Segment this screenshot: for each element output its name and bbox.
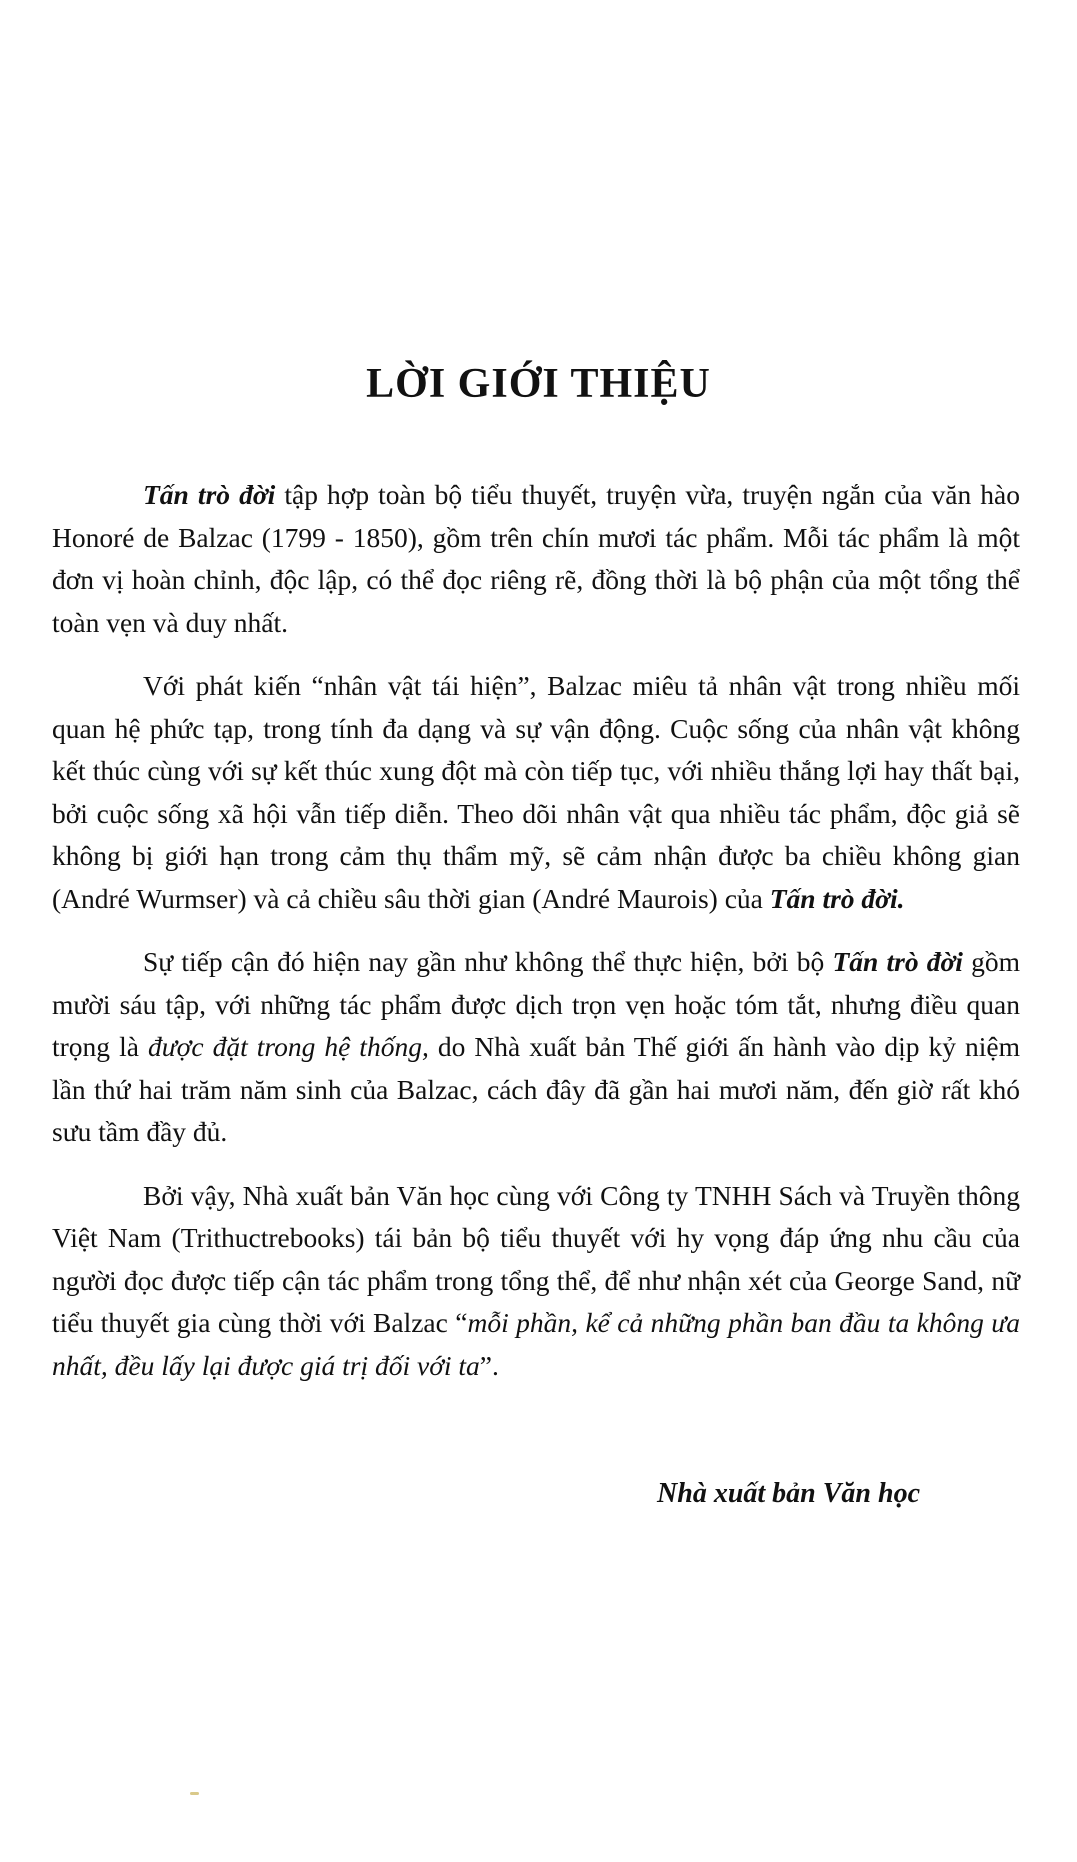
paragraph-text: Sự tiếp cận đó hiện nay gần như không thể thực hiện, bởi bộ — [143, 946, 833, 977]
paragraph-text: Bởi vậy, Nhà xuất bản Văn học cùng với Công ty TNHH Sách và Truyền thông Việt Nam (Trithuctrebooks) tái bản bộ tiểu thuyết với hy vọng đáp ứng nhu cầu của người đọc được tiếp cận tác phẩm trong tổng thể, để như nhận xét của George Sand, nữ tiểu thuyết gia cùng thời với Balzac “ — [52, 1179, 1020, 1338]
scan-speck — [190, 1792, 199, 1795]
paragraph-3 — [52, 941, 1020, 1154]
italic-emphasis: được đặt trong hệ thống, — [147, 1031, 429, 1062]
paragraph-text: gồm mười sáu tập, với những tác phẩm được dịch trọn vẹn hoặc tóm tắt, nhưng điều quan trọng là — [52, 946, 1020, 1062]
paragraph-text: do Nhà xuất bản Thế giới ấn hành vào dịp kỷ niệm lần thứ hai trăm năm sinh của Balzac, cách đây đã gần hai mươi năm, đến giờ rất khó sưu tầm đầy đủ. — [52, 1031, 1020, 1147]
book-title-emphasis: Tấn trò đời. — [769, 882, 905, 914]
page-title: LỜI GIỚI THIỆU — [366, 361, 711, 407]
book-title-emphasis: Tấn trò đời — [832, 946, 963, 977]
paragraph-1 — [52, 474, 1020, 644]
publisher-signature: Nhà xuất bản Văn học — [657, 1478, 920, 1509]
book-title-emphasis: Tấn trò đời — [143, 479, 276, 510]
paragraph-2 — [52, 665, 1020, 920]
body-text — [52, 474, 1020, 1408]
paragraph-text: Với phát kiến “nhân vật tái hiện”, Balzac miêu tả nhân vật trong nhiều mối quan hệ phức tạp, trong tính đa dạng và sự vận động. Cuộc sống của nhân vật không kết thúc cùng với sự kết thúc xung đột mà còn tiếp tục, với nhiều thắng lợi hay thất bại, bởi cuộc sống xã hội vẫn tiếp diễn. Theo dõi nhân vật qua nhiều tác phẩm, độc giả sẽ không bị giới hạn trong cảm thụ thẩm mỹ, sẽ cảm nhận được ba chiều không gian (André Wurmser) và cả chiều sâu thời gian (André Maurois) của — [52, 670, 1020, 914]
quotation-italic: mỗi phần, kể cả những phần ban đầu ta không ưa nhất, đều lấy lại được giá trị đối với ta — [52, 1307, 1021, 1381]
paragraph-4 — [52, 1175, 1020, 1388]
paragraph-text: tập hợp toàn bộ tiểu thuyết, truyện vừa, truyện ngắn của văn hào Honoré de Balzac (1799 - 1850), gồm trên chín mươi tác phẩm. Mỗi tác phẩm là một đơn vị hoàn chỉnh, độc lập, có thể đọc riêng rẽ, đồng thời là bộ phận của một tổng thể toàn vẹn và duy nhất. — [52, 479, 1020, 638]
paragraph-text: ”. — [479, 1349, 499, 1381]
